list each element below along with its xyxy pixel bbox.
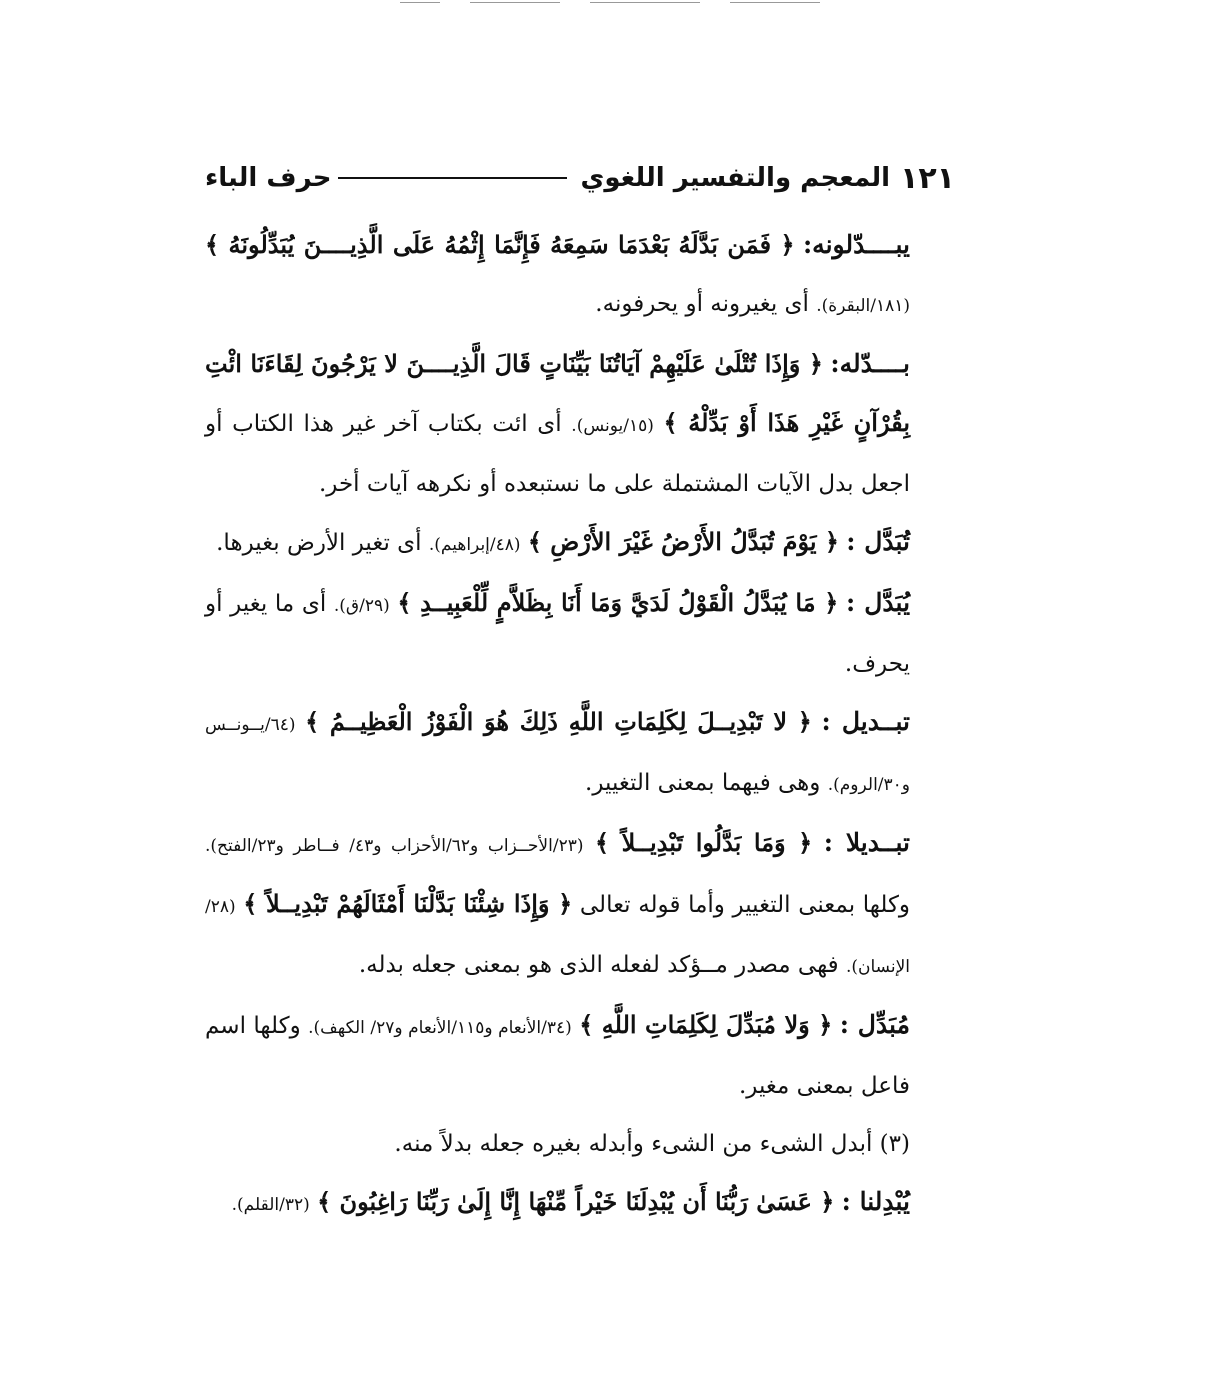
quran-verse: ﴿ وَلا مُبَدِّلَ لِكَلِمَاتِ اللَّهِ ﴾ (579, 1010, 833, 1039)
entry-gloss: وكلها اسم فاعل بمعنى مغير. (205, 1013, 910, 1099)
entry (205, 574, 955, 693)
page-number: ١٢١ (900, 160, 955, 196)
entry-gloss: وهى فيهما بمعنى التغيير. (585, 770, 821, 796)
entry-headword: بــــدّله: (830, 349, 911, 378)
entry-headword: يبــــدّلونه: (802, 230, 910, 259)
quran-verse-secondary: ﴿ وَإِذَا شِئْنَا بَدَّلْنَا أَمْثَالَهُمْ تَبْدِيــلاً ﴾ (243, 889, 573, 918)
verse-reference: (٢٩/ق). (333, 596, 390, 616)
quran-verse: ﴿ لا تَبْدِيــلَ لِكَلِمَاتِ اللَّهِ ذَلِكَ هُوَ الْفَوْزُ الْعَظِيــمُ ﴾ (305, 707, 812, 736)
entry-gloss-secondary: فهى مصدر مــؤكد لفعله الذى هو بمعنى جعله بدله. (358, 952, 839, 978)
entry-headword: تبــديل : (821, 707, 910, 736)
entry (205, 814, 955, 996)
entry-gloss: أى يغيرونه أو يحرفونه. (595, 291, 809, 317)
section-heading-3 (205, 1115, 955, 1173)
entry (205, 1173, 955, 1234)
page (205, 150, 955, 1234)
verse-reference: (١٥/يونس). (571, 416, 654, 436)
verse-reference: (٢٣/الأحــزاب و٦٢/الأحزاب و٤٣/ فــاطر و٢٣/الفتح). (205, 836, 584, 856)
entry (205, 996, 955, 1115)
entry-gloss: أى تغير الأرض بغيرها. (216, 530, 422, 556)
entry (205, 693, 955, 814)
quran-verse: ﴿ عَسَىٰ رَبُّنَا أَن يُبْدِلَنَا خَيْراً مِّنْهَا إِنَّا إِلَىٰ رَبِّنَا رَاغِبُونَ ﴾ (317, 1187, 835, 1216)
verse-reference: (١٨١/البقرة). (816, 296, 910, 316)
verse-reference-secondary: (٢٨/الإنسان). (205, 897, 910, 977)
quran-verse: ﴿ يَوْمَ تُبَدَّلُ الأَرْضُ غَيْرَ الأَرْضِ ﴾ (527, 527, 839, 556)
entry-headword: تُبَدَّل : (846, 527, 910, 556)
quran-verse: ﴿ فَمَن بَدَّلَهُ بَعْدَمَا سَمِعَهُ فَإِنَّمَا إِثْمُهُ عَلَى الَّذِيــــنَ يُبَدِّلُونَهُ ﴾ (205, 230, 795, 259)
entry (205, 335, 955, 513)
quran-verse: ﴿ وَمَا بَدَّلُوا تَبْدِيــلاً ﴾ (594, 828, 813, 857)
entry-headword: تبــديلا : (823, 828, 911, 857)
scan-marks (400, 2, 820, 6)
entry (205, 513, 955, 574)
header-rule (338, 177, 567, 179)
section-3-text: (٣) أبدل الشىء من الشىء وأبدله بغيره جعله بدلاً منه. (394, 1131, 910, 1157)
entry-gloss: وكلها بمعنى التغيير وأما قوله تعالى (579, 892, 911, 918)
verse-reference: (٣٤/الأنعام و١١٥/الأنعام و٢٧/ الكهف). (308, 1018, 572, 1038)
verse-reference: (٣٢/القلم). (231, 1195, 310, 1215)
entry-gloss: أى ما يغير أو يحرف. (205, 591, 910, 677)
entry-headword: يُبْدِلنا : (841, 1187, 910, 1216)
entry-headword: مُبَدِّل : (839, 1010, 910, 1039)
verse-reference: (٦٤/يــونــس و٣٠/الروم). (205, 715, 910, 795)
book-title: المعجم والتفسير اللغوي (580, 163, 891, 193)
section-title: حرف الباء (205, 163, 332, 193)
verse-reference: (٤٨/إبراهيم). (428, 535, 521, 555)
entry (205, 216, 955, 335)
quran-verse: ﴿ وَإِذَا تُتْلَىٰ عَلَيْهِمْ آيَاتُنَا بَيِّنَاتٍ قَالَ الَّذِيــــنَ لا يَرْجُونَ لِقَاءَنَا ائْتِ بِقُرْآنٍ غَيْرِ هَذَا أَوْ بَدِّلْهُ ﴾ (205, 349, 911, 437)
running-header (205, 150, 955, 206)
entry-gloss: أى ائت بكتاب آخر غير هذا الكتاب أو اجعل بدل الآيات المشتملة على ما نستبعده أو نكرهه آيات أخر. (205, 411, 910, 497)
quran-verse: ﴿ مَا يُبَدَّلُ الْقَوْلُ لَدَيَّ وَمَا أَنَا بِظَلاَّمٍ لِّلْعَبِيــدِ ﴾ (397, 588, 839, 617)
entry-headword: يُبَدَّل : (845, 588, 911, 617)
page-body (205, 216, 955, 1234)
